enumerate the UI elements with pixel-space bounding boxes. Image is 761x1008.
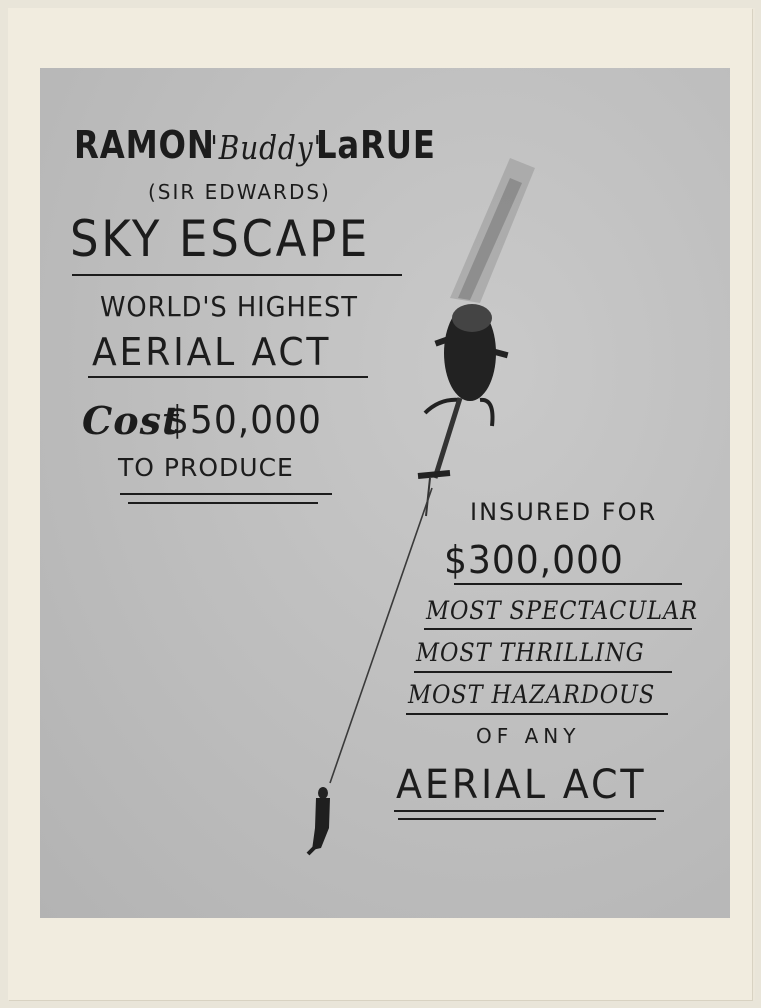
name-first: RAMON	[74, 123, 215, 167]
name-last: LaRUE	[316, 123, 436, 167]
most-hazardous: MOST HAZARDOUS	[408, 680, 656, 709]
cost-underline-1	[120, 493, 332, 495]
tagline-worlds-highest: WORLD'S HIGHEST	[100, 290, 358, 323]
thrilling-underline	[414, 671, 672, 673]
cost-underline-2	[128, 502, 318, 504]
aerial-act-bottom: AERIAL ACT	[396, 762, 647, 808]
alias-text: (SIR EDWARDS)	[148, 180, 331, 204]
cost-amount: $50,000	[166, 398, 322, 442]
aerial-act-underline-2	[398, 818, 656, 820]
insured-for-text: INSURED FOR	[470, 498, 658, 526]
poster-page	[8, 8, 752, 1000]
of-any-text: OF ANY	[476, 724, 581, 748]
most-spectacular: MOST SPECTACULAR	[426, 596, 698, 625]
insured-amount: $300,000	[444, 538, 624, 582]
aerial-act-underline-1	[394, 810, 664, 812]
title-underline	[72, 274, 402, 276]
cost-word: Cost	[82, 398, 181, 443]
spectacular-underline	[424, 628, 692, 630]
name-nick: "Buddy"	[205, 128, 328, 167]
hazardous-underline	[406, 713, 668, 715]
poster-photo	[40, 68, 730, 918]
cost-suffix: TO PRODUCE	[118, 453, 294, 482]
tagline-aerial-act: AERIAL ACT	[92, 330, 332, 374]
most-thrilling: MOST THRILLING	[416, 638, 645, 667]
tagline-underline	[88, 376, 368, 378]
title-sky-escape: SKY ESCAPE	[70, 210, 371, 268]
insured-underline	[454, 583, 682, 585]
